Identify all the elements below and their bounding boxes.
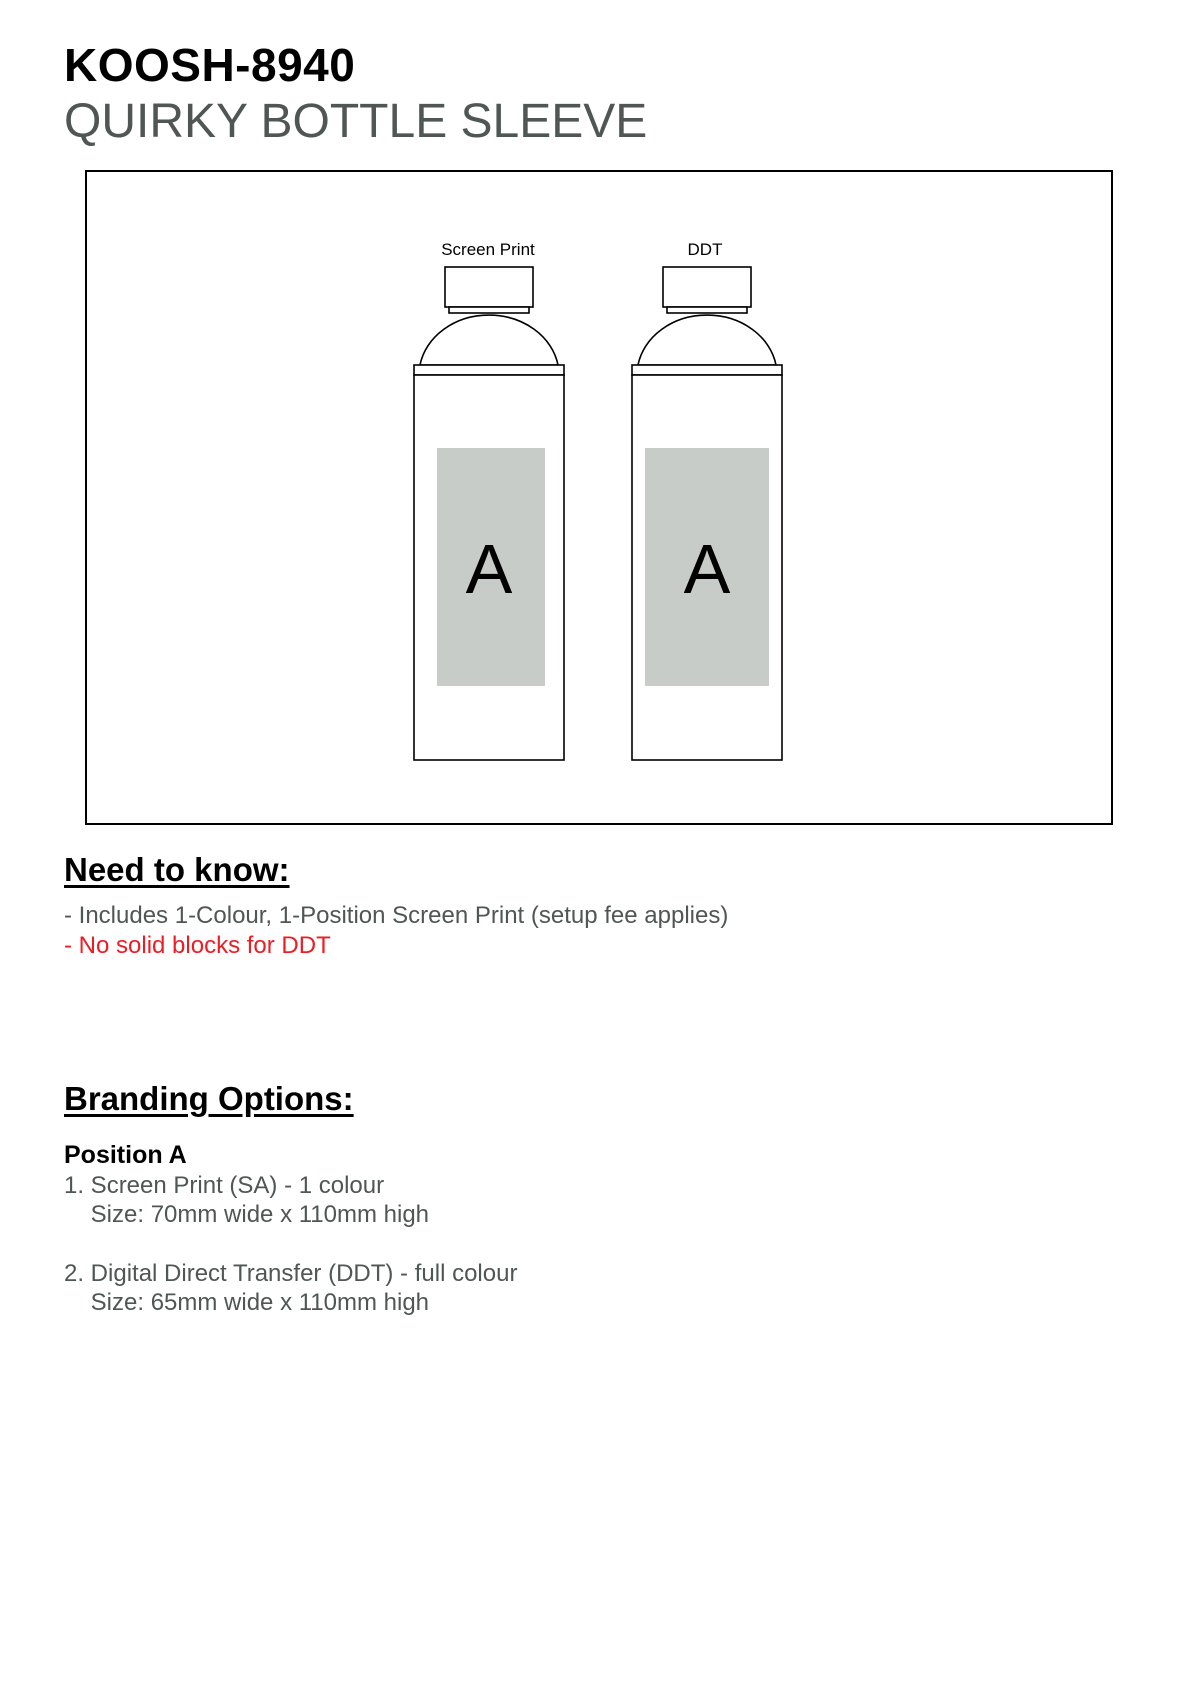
bottle-cap bbox=[445, 267, 533, 307]
product-name: QUIRKY BOTTLE SLEEVE bbox=[64, 95, 648, 148]
bottle-collar bbox=[449, 307, 529, 313]
bottle-shoulder bbox=[638, 315, 776, 365]
branding-figure bbox=[85, 170, 1113, 825]
product-code: KOOSH-8940 bbox=[64, 39, 356, 91]
position-letter-screen-print: A bbox=[465, 530, 513, 608]
branding-options-heading: Branding Options: bbox=[64, 1080, 354, 1117]
bottle-label-ddt: DDT bbox=[687, 240, 723, 259]
bottle-cap bbox=[663, 267, 751, 307]
need-to-know-item: - Includes 1-Colour, 1-Position Screen Print (setup fee applies) bbox=[64, 902, 729, 929]
position-letter-ddt: A bbox=[683, 530, 731, 608]
bottle-label-screen-print: Screen Print bbox=[441, 240, 535, 259]
bottle-illustrations bbox=[87, 172, 1111, 823]
branding-option-1-size: Size: 70mm wide x 110mm high bbox=[64, 1201, 430, 1228]
branding-option-2-size: Size: 65mm wide x 110mm high bbox=[64, 1289, 430, 1316]
position-a-title: Position A bbox=[64, 1141, 187, 1169]
bottle-neck-band bbox=[632, 365, 782, 375]
need-to-know-heading: Need to know: bbox=[64, 851, 290, 888]
need-to-know-item-warning: - No solid blocks for DDT bbox=[64, 932, 331, 959]
bottle-neck-band bbox=[414, 365, 564, 375]
branding-option-2: 2. Digital Direct Transfer (DDT) - full colour bbox=[64, 1260, 518, 1287]
branding-option-1: 1. Screen Print (SA) - 1 colour bbox=[64, 1172, 385, 1199]
bottle-collar bbox=[667, 307, 747, 313]
bottle-shoulder bbox=[420, 315, 558, 365]
